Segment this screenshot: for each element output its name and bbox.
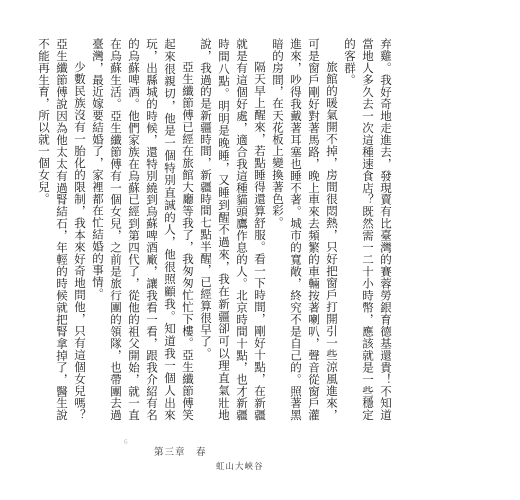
- section-subtitle: 虹山大峽谷: [216, 461, 264, 471]
- chapter-title: 第三章 春: [154, 447, 207, 458]
- body-text: [37, 38, 395, 421]
- paragraph: 旅館的暖氣開不掉，房間很悶熱，只好把窗戶打開引一些涼風進來，可是窗戶剛好對著馬路，晚上車來去頻繁的車輛按著喇叭，聲音從窗戶灌進來，吵得我戴著耳塞也睡不著。城市的寬敞，終究不是自己的。照著黑暗的房間，在天花板上變換著色彩。: [271, 38, 339, 421]
- paragraph: 亞生纖節傅已經在旅館大廳等我了，我匆匆忙忙下樓。亞生纖節傅笑起來很親切，他是一個特別直誠的人，他很照顧我。知道我一個人出來玩，出縣城的時候，還特別繞到烏蘇啤酒廠，讓我看一看，跟我介紹有名的烏蘇啤酒。他們家族在烏蘇已經到第四代了，從他的祖父開始，就一直在烏蘇生活。亞生纖節傅有一個女兒，之前是旅行團的領隊，也帶團去過臺灣，最近嫁要結婚了，家裡都在忙結婚的事情。: [91, 38, 195, 421]
- paragraph: 弃雞。我好奇地走進去，發現賣有比臺灣的賽蓉勞銀育德基還貴！不知道當地人多久去一次這種速食店？既然需一二十小時幣，應該就是一些穩定的客群。: [343, 38, 393, 421]
- page-number: 6: [124, 438, 128, 446]
- paragraph: 隔天早上醒來，若點睡得還算舒服。看一下時間，剛好十點，在新疆就是有這個好處，適合我這種貓頭鷹作息的人。北京時間十點，也才新疆時間八點。明明是晚睡，又睡到醒不過來，我在新疆卻可以理直氣壯地說，我過的是新疆時間，新疆時間七點半醒，已經算很早了。: [199, 38, 267, 421]
- paragraph: 少數民族沒有一胎化的限制，我本來好奇地問他，只有這個女兒嗎？亞生纖節傅說因為他太太有過腎結石，年輕的時候就把腎拿掉了，醫生說不能再生育，所以就一個女兒。: [37, 38, 87, 421]
